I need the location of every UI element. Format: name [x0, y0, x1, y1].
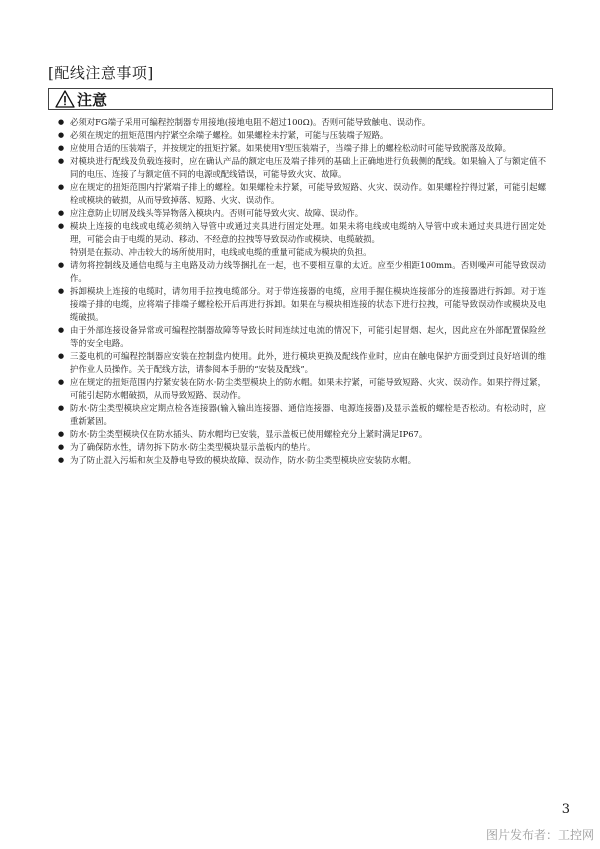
list-item: ● 由于外部连接设备异常或可编程控制器故障等导致长时间连续过电流的情况下，可能引起冒烟、起火，因此应在外部配置保险丝等的安全电路。: [58, 324, 546, 350]
page-number: 3: [561, 802, 570, 817]
list-item: ● 对模块进行配线及负载连接时，应在确认产品的额定电压及端子排列的基础上正确地进行负载侧的配线。如果输入了与额定值不同的电压、连接了与额定值不同的电源或配线错误，可能导致火灾、故障。: [58, 155, 546, 181]
list-item: ● 必须在规定的扭矩范围内拧紧空余端子螺栓。如果螺栓未拧紧，可能与压装端子短路。: [58, 129, 546, 142]
list-item: ● 为了确保防水性，请勿拆下防水·防尘类型模块显示盖板内的垫片。: [58, 441, 546, 454]
list-item: ● 应在规定的扭矩范围内拧紧端子排上的螺栓。如果螺栓未拧紧，可能导致短路、火灾、误动作。如果螺栓拧得过紧，可能引起螺栓或模块的破损，从而导致掉落、短路、火灾、误动作。: [58, 181, 546, 207]
list-item: ● 防水·防尘类型模块应定期点检各连接器(输入输出连接器、通信连接器、电源连接器)及显示盖板的螺栓是否松动。有松动时，应重新紧固。: [58, 402, 546, 428]
list-item: ● 请勿将控制线及通信电缆与主电路及动力线等捆扎在一起，也不要相互靠的太近。应至少相距100mm。否则噪声可能导致误动作。: [58, 259, 546, 285]
caution-header: [48, 88, 553, 110]
list-item: ● 为了防止混入污垢和灰尘及静电导致的模块故障、误动作，防水·防尘类型模块应安装防水帽。: [58, 454, 546, 467]
list-item: ● 应使用合适的压装端子，并按规定的扭矩拧紧。如果使用Y型压装端子，当端子排上的螺栓松动时可能导致脱落及故障。: [58, 142, 546, 155]
caution-label: 注意: [77, 90, 108, 109]
item-note: 特别是在振动、冲击较大的场所使用时，电线或电缆的重量可能成为模块的负担。: [70, 247, 372, 257]
list-item: ● 必须对FG端子采用可编程控制器专用接地(接地电阻不超过100Ω)。否则可能导致触电、误动作。: [58, 116, 546, 129]
list-item: ● 三菱电机的可编程控制器应安装在控制盘内使用。此外，进行模块更换及配线作业时，应由在触电保护方面受到过良好培训的维护作业人员操作。关于配线方法，请参阅本手册的“安装及配线”。: [58, 350, 546, 376]
caution-list: [58, 116, 546, 467]
list-item: ● 模块上连接的电线或电缆必须纳入导管中或通过夹具进行固定处理。如果未将电线或电缆纳入导管中或未通过夹具进行固定处理，可能会由于电缆的晃动、移动、不经意的拉拽等导致误动作或模块、电缆破损。 特别是在振动、冲击较大的场所使用时，电线或电缆的重量可能成为模块的负担。: [58, 220, 546, 259]
list-item: ● 应注意防止切屑及线头等异物落入模块内。否则可能导致火灾、故障、误动作。: [58, 207, 546, 220]
warning-triangle-icon: [55, 90, 75, 108]
watermark: 图片发布者：工控网: [485, 828, 594, 842]
section-title: [配线注意事项]: [48, 64, 154, 82]
list-item: ● 应在规定的扭矩范围内拧紧安装在防水·防尘类型模块上的防水帽。如果未拧紧，可能导致短路、火灾、误动作。如果拧得过紧，可能引起防水帽破损，从而导致短路、误动作。: [58, 376, 546, 402]
list-item: ● 防水·防尘类型模块仅在防水插头、防水帽均已安装，显示盖板已使用螺栓充分上紧时满足IP67。: [58, 428, 546, 441]
list-item: ● 拆卸模块上连接的电缆时，请勿用手拉拽电缆部分。对于带连接器的电缆，应用手握住模块连接部分的连接器进行拆卸。对于连接端子排的电缆，应将端子排端子螺栓松开后再进行拆卸。如果在与模块相连接的状态下进行拉拽，可能导致误动作或模块及电缆破损。: [58, 285, 546, 324]
